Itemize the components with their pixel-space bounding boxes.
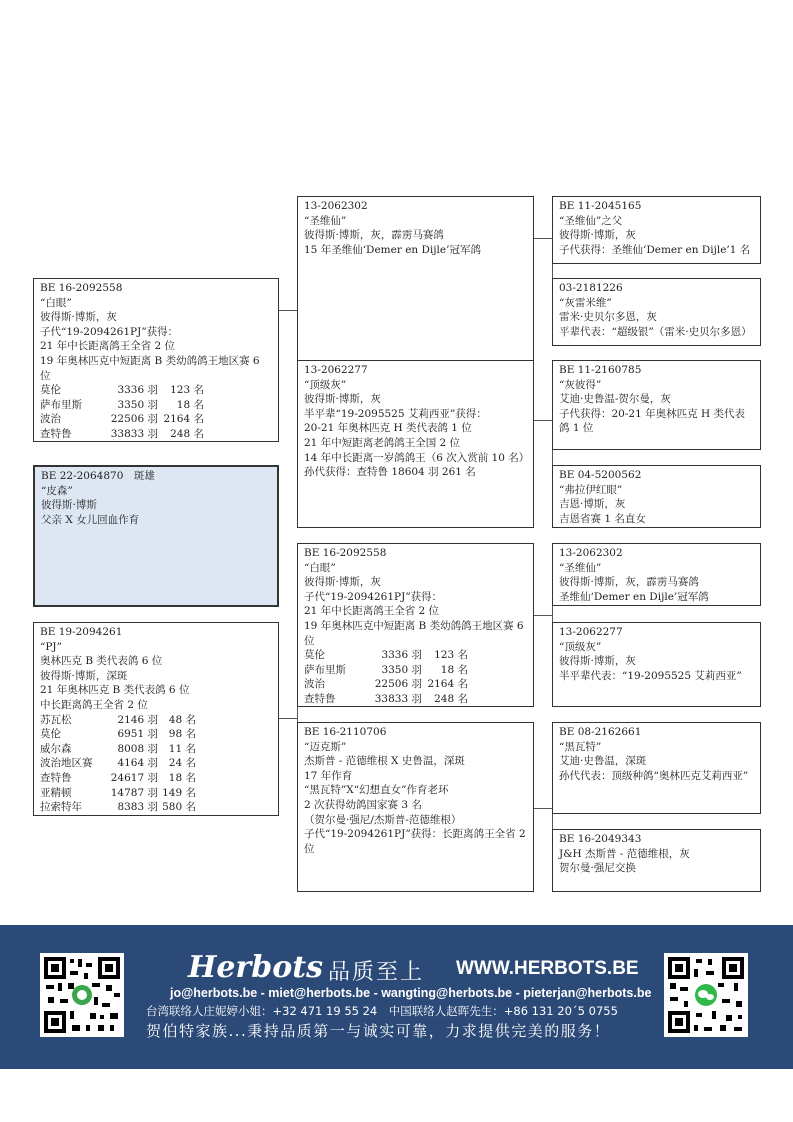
grandsire-maternal-card bbox=[297, 543, 534, 707]
pedigree-line: 21 年中长距离鸽王全省 2 位 bbox=[304, 605, 440, 618]
pedigree-line: 03-2181226 bbox=[559, 282, 623, 294]
granddam-maternal-card bbox=[297, 722, 534, 892]
contact-emails[interactable]: jo@herbots.be - miet@herbots.be - wangting@herbots.be - pieterjan@herbots.be bbox=[170, 986, 652, 1000]
pedigree-line: 平辈代表：“超级银”（雷米·史贝尔多恩） bbox=[559, 325, 752, 338]
great-grandparent-card bbox=[552, 722, 761, 814]
pedigree-line: 彼得斯·博斯，灰 bbox=[304, 576, 381, 589]
grandsire-paternal-card bbox=[297, 196, 534, 362]
pedigree-line: 13-2062277 bbox=[559, 626, 623, 638]
pedigree-line: 彼得斯·博斯，灰，霹雳马赛鸽 bbox=[559, 576, 699, 589]
pedigree-line: 子代“19-2094261PJ”获得：长距离鸽王全省 2 位 bbox=[304, 828, 530, 855]
pedigree-line: 杰斯普 - 范德维根 X 史鲁温，深斑 bbox=[304, 755, 465, 768]
pedigree-line: 21 年中短距离老鸽鸽王全国 2 位 bbox=[304, 436, 461, 449]
result-row: 莫伦 6951 羽 98 名 bbox=[40, 728, 196, 741]
pedigree-line: （贺尔曼·强尼/杰斯普-范德维根） bbox=[304, 813, 462, 826]
result-row: 萨布里斯 3350 羽 18 名 bbox=[304, 663, 468, 676]
pedigree-line: BE 16-2092558 bbox=[304, 547, 387, 559]
result-row: 查特鲁 33833 羽 248 名 bbox=[40, 427, 204, 440]
pedigree-line: J&H 杰斯普 - 范德维根，灰 bbox=[559, 847, 690, 860]
pedigree-line: 彼得斯·博斯，灰 bbox=[559, 655, 636, 668]
pedigree-line: 吉恩省赛 1 名直女 bbox=[559, 512, 646, 525]
pedigree-line: “顶级灰” bbox=[304, 378, 347, 391]
subject-card bbox=[33, 465, 279, 607]
pedigree-line: 2 次获得幼鸽国家赛 3 名 bbox=[304, 798, 422, 811]
pedigree-line: 圣维仙‘Demer en Dijle’冠军鸽 bbox=[559, 590, 709, 603]
pedigree-line: BE 16-2110706 bbox=[304, 726, 387, 738]
great-grandparent-card bbox=[552, 622, 761, 707]
pedigree-line: 子代“19-2094261PJ”获得： bbox=[304, 590, 443, 603]
family-tagline: 贺伯特家族...秉持品质第一与诚实可靠，力求提供完美的服务！ bbox=[146, 1022, 611, 1040]
brand-logo: Herbots bbox=[188, 950, 323, 985]
pedigree-line: BE 04-5200562 bbox=[559, 469, 642, 481]
result-row: 莫伦 3336 羽 123 名 bbox=[304, 649, 468, 662]
pedigree-line: “黑瓦特”X“幻想直女”作育老环 bbox=[304, 784, 449, 797]
pedigree-line: 17 年作育 bbox=[304, 769, 353, 782]
sire-line: BE 16-2092558 bbox=[40, 282, 123, 294]
pedigree-line: 贺尔曼·强尼交换 bbox=[559, 862, 636, 875]
sire-card bbox=[33, 278, 279, 442]
pedigree-line: “圣维仙” bbox=[559, 561, 602, 574]
sire-line: 21 年中长距离鸽王全省 2 位 bbox=[40, 340, 176, 353]
pedigree-line: “迈克斯” bbox=[304, 740, 347, 753]
pedigree-line: 孙代代表：顶级种鸽“奥林匹克艾莉西亚” bbox=[559, 769, 749, 782]
pedigree-line: BE 08-2162661 bbox=[559, 726, 642, 738]
sire-line: 彼得斯·博斯，灰 bbox=[40, 311, 117, 324]
great-grandparent-card bbox=[552, 278, 761, 346]
pedigree-line: 子代获得：圣维仙‘Demer en Dijle’1 名 bbox=[559, 243, 751, 256]
subject-line: “皮森” bbox=[41, 484, 73, 497]
dam-line: 彼得斯·博斯，深斑 bbox=[40, 669, 128, 682]
pedigree-line: “白眼” bbox=[304, 561, 336, 574]
contact-phones: 台湾联络人庄妮婷小姐：+32 471 19 55 24 中国联络人赵晖先生：+86 131 20´5 0755 bbox=[146, 1004, 618, 1018]
result-row: 萨布里斯 3350 羽 18 名 bbox=[40, 398, 204, 411]
dam-line: “PJ” bbox=[40, 640, 63, 653]
pedigree-line: BE 11-2160785 bbox=[559, 364, 642, 376]
pedigree-line: 半平辈“19-2095525 艾莉西亚”获得： bbox=[304, 407, 487, 420]
qr-code-left-icon bbox=[40, 953, 124, 1037]
result-row: 查特鲁 33833 羽 248 名 bbox=[304, 692, 468, 705]
connector bbox=[533, 420, 552, 421]
qr-code-right-icon bbox=[664, 953, 748, 1037]
pedigree-line: 孙代获得：查特鲁 18604 羽 261 名 bbox=[304, 466, 476, 479]
result-row: 亚精顿 14787 羽 149 名 bbox=[40, 786, 196, 799]
pedigree-line: “灰雷米维” bbox=[559, 296, 612, 309]
pedigree-line: “圣维仙” bbox=[304, 214, 347, 227]
pedigree-line: 13-2062302 bbox=[304, 200, 368, 212]
great-grandparent-card bbox=[552, 543, 761, 606]
result-row: 波治地区赛 4164 羽 24 名 bbox=[40, 757, 196, 770]
dam-line: 21 年奥林匹克 B 类代表鸽 6 位 bbox=[40, 684, 190, 697]
result-row: 波治 22506 羽 2164 名 bbox=[304, 678, 468, 691]
pedigree-line: 彼得斯·博斯，灰 bbox=[304, 393, 381, 406]
connector bbox=[533, 808, 552, 809]
result-row: 查特鲁 24617 羽 18 名 bbox=[40, 771, 196, 784]
result-row: 威尔森 8008 羽 11 名 bbox=[40, 742, 196, 755]
pedigree-line: 15 年圣维仙‘Demer en Dijle’冠军鸽 bbox=[304, 243, 481, 256]
pedigree-line: 彼得斯·博斯，灰，霹雳马赛鸽 bbox=[304, 229, 444, 242]
pedigree-line: 子代获得：20-21 年奥林匹克 H 类代表鸽 1 位 bbox=[559, 407, 745, 435]
pedigree-line: 吉恩·博斯，灰 bbox=[559, 498, 626, 511]
sire-line: “白眼” bbox=[40, 296, 72, 309]
subject-line: BE 22-2064870 斑雄 bbox=[41, 470, 155, 482]
pedigree-line: 19 年奥林匹克中短距离 B 类幼鸽鸽王地区赛 6 位 bbox=[304, 619, 527, 647]
granddam-paternal-card bbox=[297, 360, 534, 528]
dam-line: 奥林匹克 B 类代表鸽 6 位 bbox=[40, 655, 163, 668]
pedigree-line: “黑瓦特” bbox=[559, 740, 602, 753]
pedigree-line: “弗拉伊红眼” bbox=[559, 483, 623, 496]
sire-line: 子代“19-2094261PJ”获得： bbox=[40, 325, 179, 338]
dam-line: 中长距离鸽王全省 2 位 bbox=[40, 698, 148, 711]
sire-line: 19 年奥林匹克中短距离 B 类幼鸽鸽王地区赛 6 位 bbox=[40, 354, 263, 382]
subject-line: 彼得斯·博斯 bbox=[41, 499, 97, 512]
connector bbox=[533, 238, 552, 239]
pedigree-line: 13-2062302 bbox=[559, 547, 623, 559]
great-grandparent-card bbox=[552, 360, 761, 450]
website-link[interactable]: WWW.HERBOTS.BE bbox=[456, 958, 639, 979]
result-row: 苏瓦松 2146 羽 48 名 bbox=[40, 713, 196, 726]
pedigree-line: 14 年中长距离一岁鸽鸽王（6 次入赏前 10 名） bbox=[304, 451, 530, 464]
dam-card bbox=[33, 622, 279, 816]
pedigree-line: 20-21 年奥林匹克 H 类代表鸽 1 位 bbox=[304, 422, 472, 435]
brand-slogan: 品质至上 bbox=[328, 960, 425, 985]
pedigree-line: 雷米·史贝尔多恩，灰 bbox=[559, 311, 657, 324]
great-grandparent-card bbox=[552, 829, 761, 892]
result-row: 莫伦 3336 羽 123 名 bbox=[40, 384, 204, 397]
pedigree-line: 半平辈代表：“19-2095525 艾莉西亚” bbox=[559, 669, 742, 682]
connector bbox=[533, 615, 552, 616]
connector bbox=[278, 718, 297, 719]
dam-line: BE 19-2094261 bbox=[40, 626, 123, 638]
pedigree-line: 13-2062277 bbox=[304, 364, 368, 376]
pedigree-line: BE 16-2049343 bbox=[559, 833, 642, 845]
pedigree-line: 艾迪·史鲁温-贺尔曼，灰 bbox=[559, 393, 671, 406]
great-grandparent-card bbox=[552, 196, 761, 264]
connector bbox=[278, 310, 297, 311]
pedigree-line: “圣维仙”之父 bbox=[559, 214, 623, 227]
pedigree-line: “灰彼得” bbox=[559, 378, 602, 391]
pedigree-line: BE 11-2045165 bbox=[559, 200, 642, 212]
great-grandparent-card bbox=[552, 465, 761, 528]
pedigree-line: 艾迪·史鲁温，深斑 bbox=[559, 755, 647, 768]
result-row: 拉索特年 8383 羽 580 名 bbox=[40, 801, 196, 814]
pedigree-line: 彼得斯·博斯，灰 bbox=[559, 229, 636, 242]
result-row: 波治 22506 羽 2164 名 bbox=[40, 413, 204, 426]
subject-line: 父亲 X 女儿回血作育 bbox=[41, 513, 140, 526]
pedigree-line: “顶级灰” bbox=[559, 640, 602, 653]
